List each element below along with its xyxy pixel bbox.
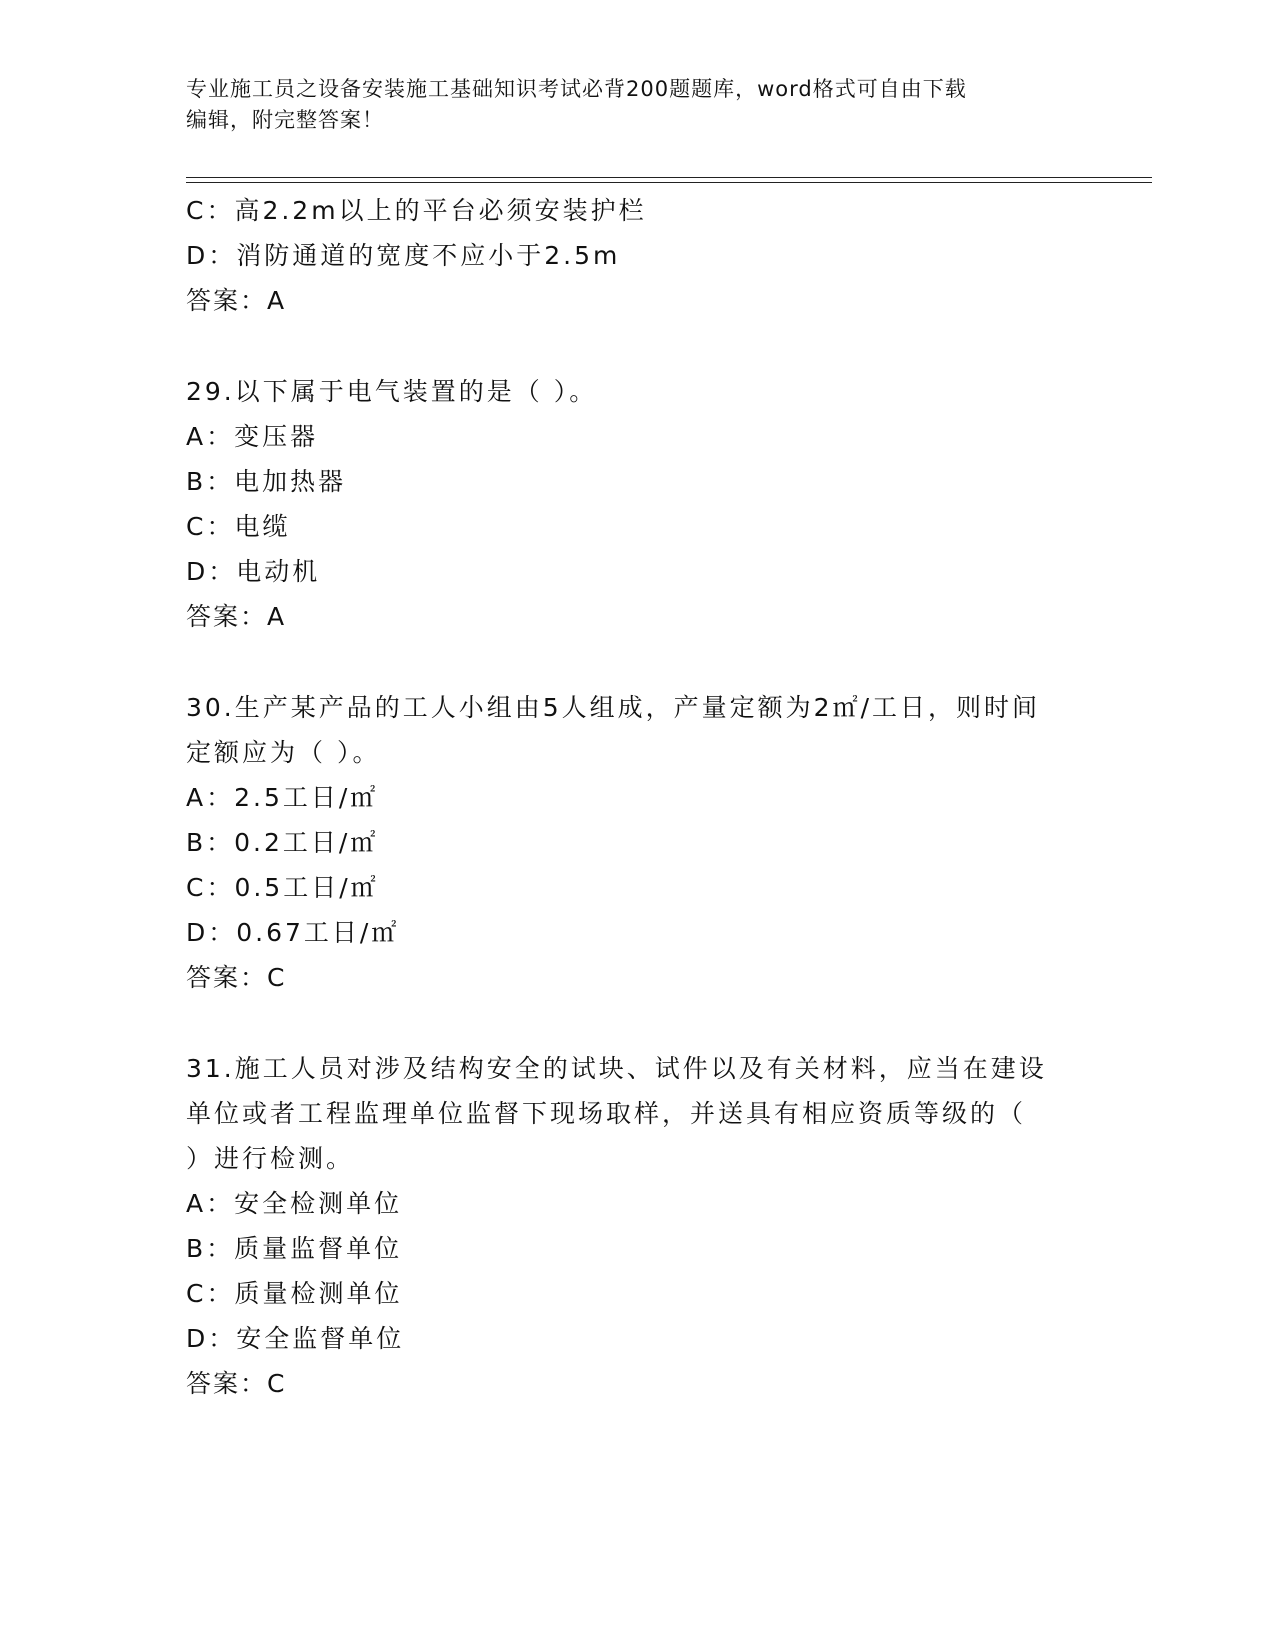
q29-option-a: A：变压器: [186, 422, 319, 451]
header-divider-bottom: [186, 182, 1152, 183]
q30-option-c: C：0.5工日/㎡: [186, 873, 379, 902]
question-list: [186, 188, 1086, 1406]
q31-option-c: C：质量检测单位: [186, 1279, 403, 1308]
q31-option-a: A：安全检测单位: [186, 1189, 403, 1218]
q29-option-d: D：电动机: [186, 557, 321, 586]
q30-option-d: D：0.67工日/㎡: [186, 918, 400, 947]
question-gap: [186, 1000, 1086, 1046]
q31-stem-line-1: 31.施工人员对涉及结构安全的试块、试件以及有关材料，应当在建设: [186, 1054, 1047, 1083]
q29-answer: 答案：A: [186, 602, 287, 631]
q31-answer: 答案：C: [186, 1369, 287, 1398]
header-divider-top: [186, 177, 1152, 178]
header-line-1: 专业施工员之设备安装施工基础知识考试必背200题题库，word格式可自由下载: [186, 77, 967, 101]
q28-option-c: C：高2.2m以上的平台必须安装护栏: [186, 196, 647, 225]
q30-stem-line-1: 30.生产某产品的工人小组由5人组成，产量定额为2㎡/工日，则时间: [186, 693, 1040, 722]
document-header: [186, 74, 1066, 136]
q30-stem-line-2: 定额应为（ ）。: [186, 738, 381, 767]
header-line-2: 编辑，附完整答案！: [186, 108, 384, 132]
q29-option-b: B：电加热器: [186, 467, 347, 496]
q28-answer: 答案：A: [186, 286, 287, 315]
q29-option-c: C：电缆: [186, 512, 291, 541]
q31-option-d: D：安全监督单位: [186, 1324, 405, 1353]
q31-option-b: B：质量监督单位: [186, 1234, 403, 1263]
q29-stem: 29.以下属于电气装置的是（ ）。: [186, 377, 598, 406]
q30-option-b: B：0.2工日/㎡: [186, 828, 379, 857]
q30-answer: 答案：C: [186, 963, 287, 992]
q31-stem-line-2: 单位或者工程监理单位监督下现场取样，并送具有相应资质等级的（: [186, 1099, 1027, 1128]
q30-option-a: A：2.5工日/㎡: [186, 783, 379, 812]
question-gap: [186, 639, 1086, 685]
q28-option-d: D：消防通道的宽度不应小于2.5m: [186, 241, 621, 270]
question-gap: [186, 323, 1086, 369]
q31-stem-line-3: ）进行检测。: [186, 1144, 355, 1173]
